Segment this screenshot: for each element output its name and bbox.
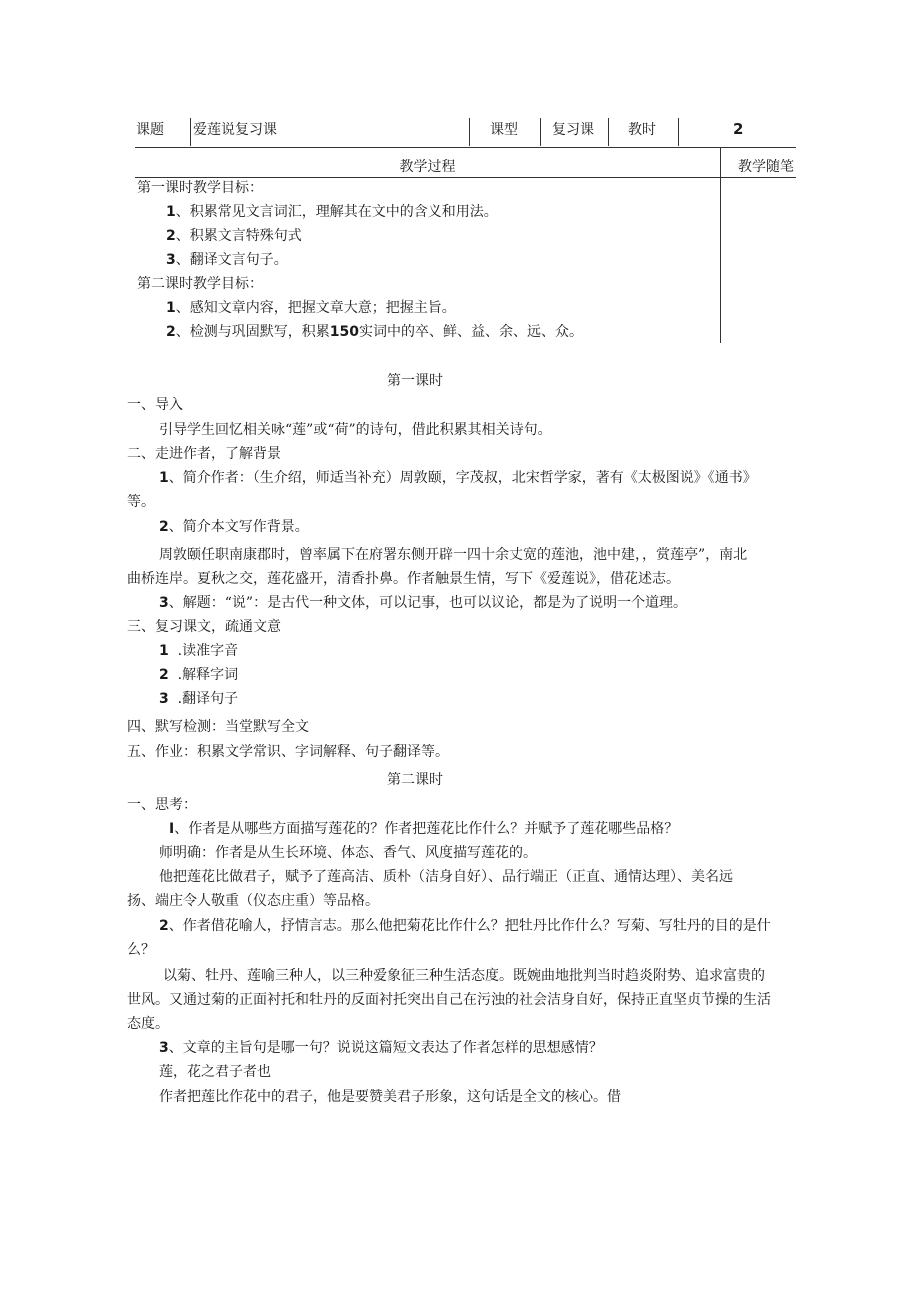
hours-value: 2 — [733, 120, 744, 138]
lesson2-title: 第二课时 — [387, 772, 443, 788]
table-rule-top — [135, 147, 796, 148]
goal1-item: 2、积累文言特殊句式 — [166, 228, 302, 244]
question: 3、文章的主旨句是哪一句？说说这篇短文表达了作者怎样的思想感情？ — [159, 1040, 603, 1056]
table-rule-head — [135, 177, 796, 178]
list-item: 3 .翻译句子 — [159, 691, 239, 707]
answer: 以菊、牡丹、莲喻三种人，以三种爱象征三种生活态度。既婉曲地批判当时趋炎附势、追求富贵的 — [163, 968, 765, 984]
question: 么？ — [127, 942, 155, 958]
section-heading: 一、导入 — [127, 397, 183, 413]
col-notes: 教学随笔 — [738, 159, 794, 175]
divider — [540, 118, 541, 146]
goals1-title: 第一课时教学目标： — [137, 180, 263, 196]
question: 2、作者借花喻人，抒情言志。那么他把菊花比作什么？把牡丹比作什么？写菊、写牡丹的目的是什 — [159, 918, 771, 934]
goals2-title: 第二课时教学目标： — [137, 276, 263, 292]
section-heading: 一、思考： — [127, 797, 197, 813]
divider — [608, 118, 609, 146]
section-heading: 二、走进作者，了解背景 — [127, 446, 281, 462]
paragraph: 等。 — [127, 494, 155, 510]
section-heading: 三、复习课文，疏通文意 — [127, 619, 281, 635]
list-item: 1 .读准字音 — [159, 643, 239, 659]
paragraph: 引导学生回忆相关咏“莲”或“荷”的诗句，借此积累其相关诗句。 — [159, 422, 552, 438]
course-type: 复习课 — [552, 122, 594, 138]
paragraph: 1、简介作者：（生介绍，师适当补充）周敦颐，字茂叔，北宋哲学家，著有《太极图说》《通书》 — [159, 470, 757, 486]
divider — [678, 118, 679, 146]
answer: 他把莲花比做君子，赋予了莲高洁、质朴（洁身自好）、品行端正（正直、通情达理）、美名远 — [159, 869, 733, 885]
section-heading: 四、默写检测：当堂默写全文 — [127, 719, 309, 735]
answer: 世风。又通过菊的正面衬托和牡丹的反面衬托突出自己在污浊的社会洁身自好，保持正直坚贞节操的生活 — [127, 992, 771, 1008]
section-heading: 五、作业：积累文学常识、字词解释、句子翻译等。 — [127, 744, 449, 760]
answer: 作者把莲比作花中的君子，他是要赞美君子形象，这句话是全文的核心。借 — [159, 1089, 621, 1105]
label-hours: 教时 — [628, 122, 656, 138]
paragraph: 曲桥连岸。夏秋之交，莲花盛开，清香扑鼻。作者触景生情，写下《爱莲说》，借花述志。 — [127, 571, 680, 587]
list-item: 2 .解释字词 — [159, 667, 239, 683]
paragraph: 2、简介本文写作背景。 — [159, 519, 309, 535]
label-type: 课型 — [490, 122, 518, 138]
paragraph: 3、解题：“说”：是古代一种文体，可以记事，也可以议论，都是为了说明一个道理。 — [159, 595, 688, 611]
goal2-item: 2、检测与巩固默写，积累150实词中的卒、鲜、益、余、远、众。 — [166, 324, 583, 340]
answer: 扬、端庄令人敬重（仪态庄重）等品格。 — [127, 893, 379, 909]
paragraph: 周敦颐任职南康郡时，曾率属下在府署东侧开辟一四十余丈宽的莲池，池中建，，赏莲亭”，南北 — [159, 547, 748, 563]
answer: 态度。 — [127, 1016, 169, 1032]
table-rule-col — [720, 147, 721, 343]
label-course: 课题 — [136, 122, 164, 138]
question: I、作者是从哪些方面描写莲花的？作者把莲花比作什么？并赋予了莲花哪些品格？ — [169, 821, 679, 837]
goal2-item: 1、感知文章内容，把握文章大意；把握主旨。 — [166, 300, 456, 316]
goal1-item: 1、积累常见文言词汇，理解其在文中的含义和用法。 — [166, 204, 498, 220]
goal1-item: 3、翻译文言句子。 — [166, 252, 288, 268]
divider — [469, 118, 470, 146]
lesson1-title: 第一课时 — [387, 373, 443, 389]
answer: 师明确：作者是从生长环境、体态、香气、风度描写莲花的。 — [159, 845, 537, 861]
course-title: 爱莲说复习课 — [193, 122, 277, 138]
divider — [190, 118, 191, 146]
answer: 莲，花之君子者也 — [159, 1064, 271, 1080]
col-process: 教学过程 — [399, 159, 456, 175]
